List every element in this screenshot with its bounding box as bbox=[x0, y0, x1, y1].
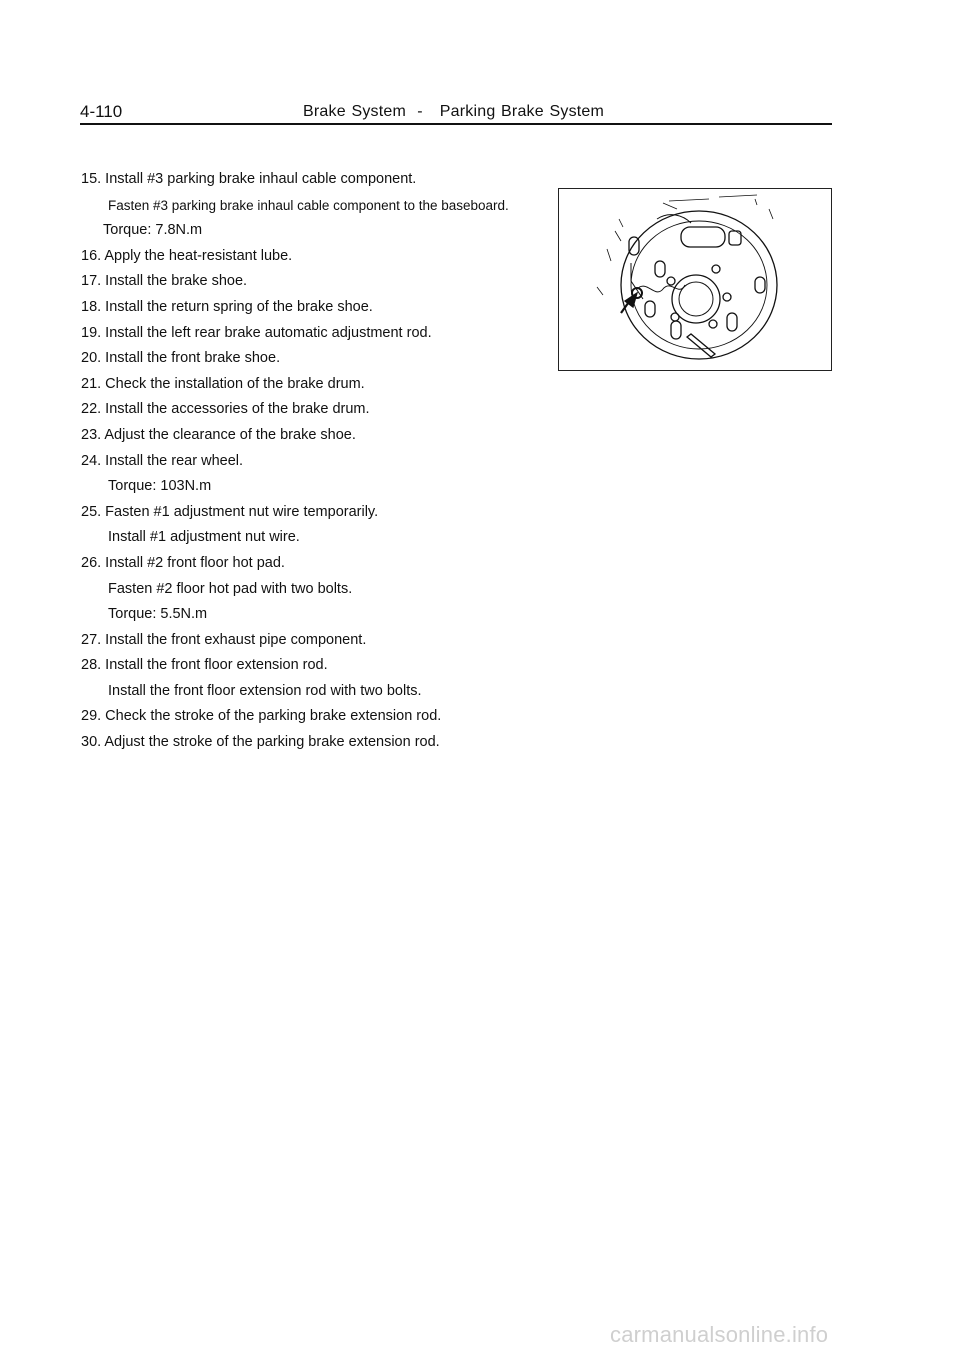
step-text: 27. Install the front exhaust pipe component. bbox=[81, 631, 367, 648]
step-text: 24. Install the rear wheel. bbox=[81, 452, 244, 469]
step-sub: Torque: 7.8N.m bbox=[103, 222, 203, 239]
step-sub: Install the front floor extension rod with two bolts. bbox=[108, 682, 422, 699]
procedure-steps bbox=[81, 167, 561, 756]
step-sub: Fasten #3 parking brake inhaul cable component to the baseboard. bbox=[108, 197, 509, 213]
watermark: carmanualsonline.info bbox=[610, 1322, 829, 1347]
step-text: 30. Adjust the stroke of the parking brake extension rod. bbox=[81, 734, 440, 751]
step-16 bbox=[81, 244, 561, 270]
step-28 bbox=[81, 653, 561, 704]
step-text: 23. Adjust the clearance of the brake shoe. bbox=[81, 426, 356, 443]
header-rule bbox=[80, 123, 832, 125]
step-text: 28. Install the front floor extension rod. bbox=[81, 657, 328, 674]
brake-figure bbox=[558, 188, 832, 371]
step-18 bbox=[81, 295, 561, 321]
step-text: 25. Fasten #1 adjustment nut wire temporarily. bbox=[81, 503, 379, 520]
step-sub: Torque: 103N.m bbox=[108, 478, 212, 495]
step-15 bbox=[81, 167, 561, 244]
step-text: 18. Install the return spring of the brake shoe. bbox=[81, 298, 373, 315]
page-number: 4-110 bbox=[80, 102, 123, 121]
step-20 bbox=[81, 346, 561, 372]
step-19 bbox=[81, 321, 561, 347]
brake-backing-plate-illustration-icon bbox=[559, 189, 831, 370]
step-30 bbox=[81, 730, 561, 756]
step-text: 20. Install the front brake shoe. bbox=[81, 350, 281, 367]
step-text: 21. Check the installation of the brake drum. bbox=[81, 375, 365, 392]
step-sub: Torque: 5.5N.m bbox=[108, 606, 208, 623]
step-22 bbox=[81, 397, 561, 423]
step-text: 26. Install #2 front floor hot pad. bbox=[81, 554, 285, 571]
step-17 bbox=[81, 269, 561, 295]
step-25 bbox=[81, 500, 561, 551]
step-text: 19. Install the left rear brake automatic adjustment rod. bbox=[81, 324, 432, 341]
header-title bbox=[303, 103, 604, 121]
step-text: 15. Install #3 parking brake inhaul cable component. bbox=[81, 171, 417, 187]
step-text: 22. Install the accessories of the brake drum. bbox=[81, 401, 370, 418]
step-text: 16. Apply the heat-resistant lube. bbox=[81, 247, 293, 264]
step-29 bbox=[81, 704, 561, 730]
step-23 bbox=[81, 423, 561, 449]
step-sub: Fasten #2 floor hot pad with two bolts. bbox=[108, 580, 353, 597]
step-text: 29. Check the stroke of the parking brake extension rod. bbox=[81, 708, 442, 725]
step-26 bbox=[81, 551, 561, 628]
header-subsection: Parking Brake System bbox=[439, 103, 605, 120]
step-sub: Install #1 adjustment nut wire. bbox=[108, 529, 300, 546]
header-section: Brake System bbox=[303, 103, 406, 120]
step-21 bbox=[81, 372, 561, 398]
step-text: 17. Install the brake shoe. bbox=[81, 273, 248, 290]
step-24 bbox=[81, 449, 561, 500]
step-27 bbox=[81, 628, 561, 654]
header-separator: - bbox=[417, 103, 423, 120]
